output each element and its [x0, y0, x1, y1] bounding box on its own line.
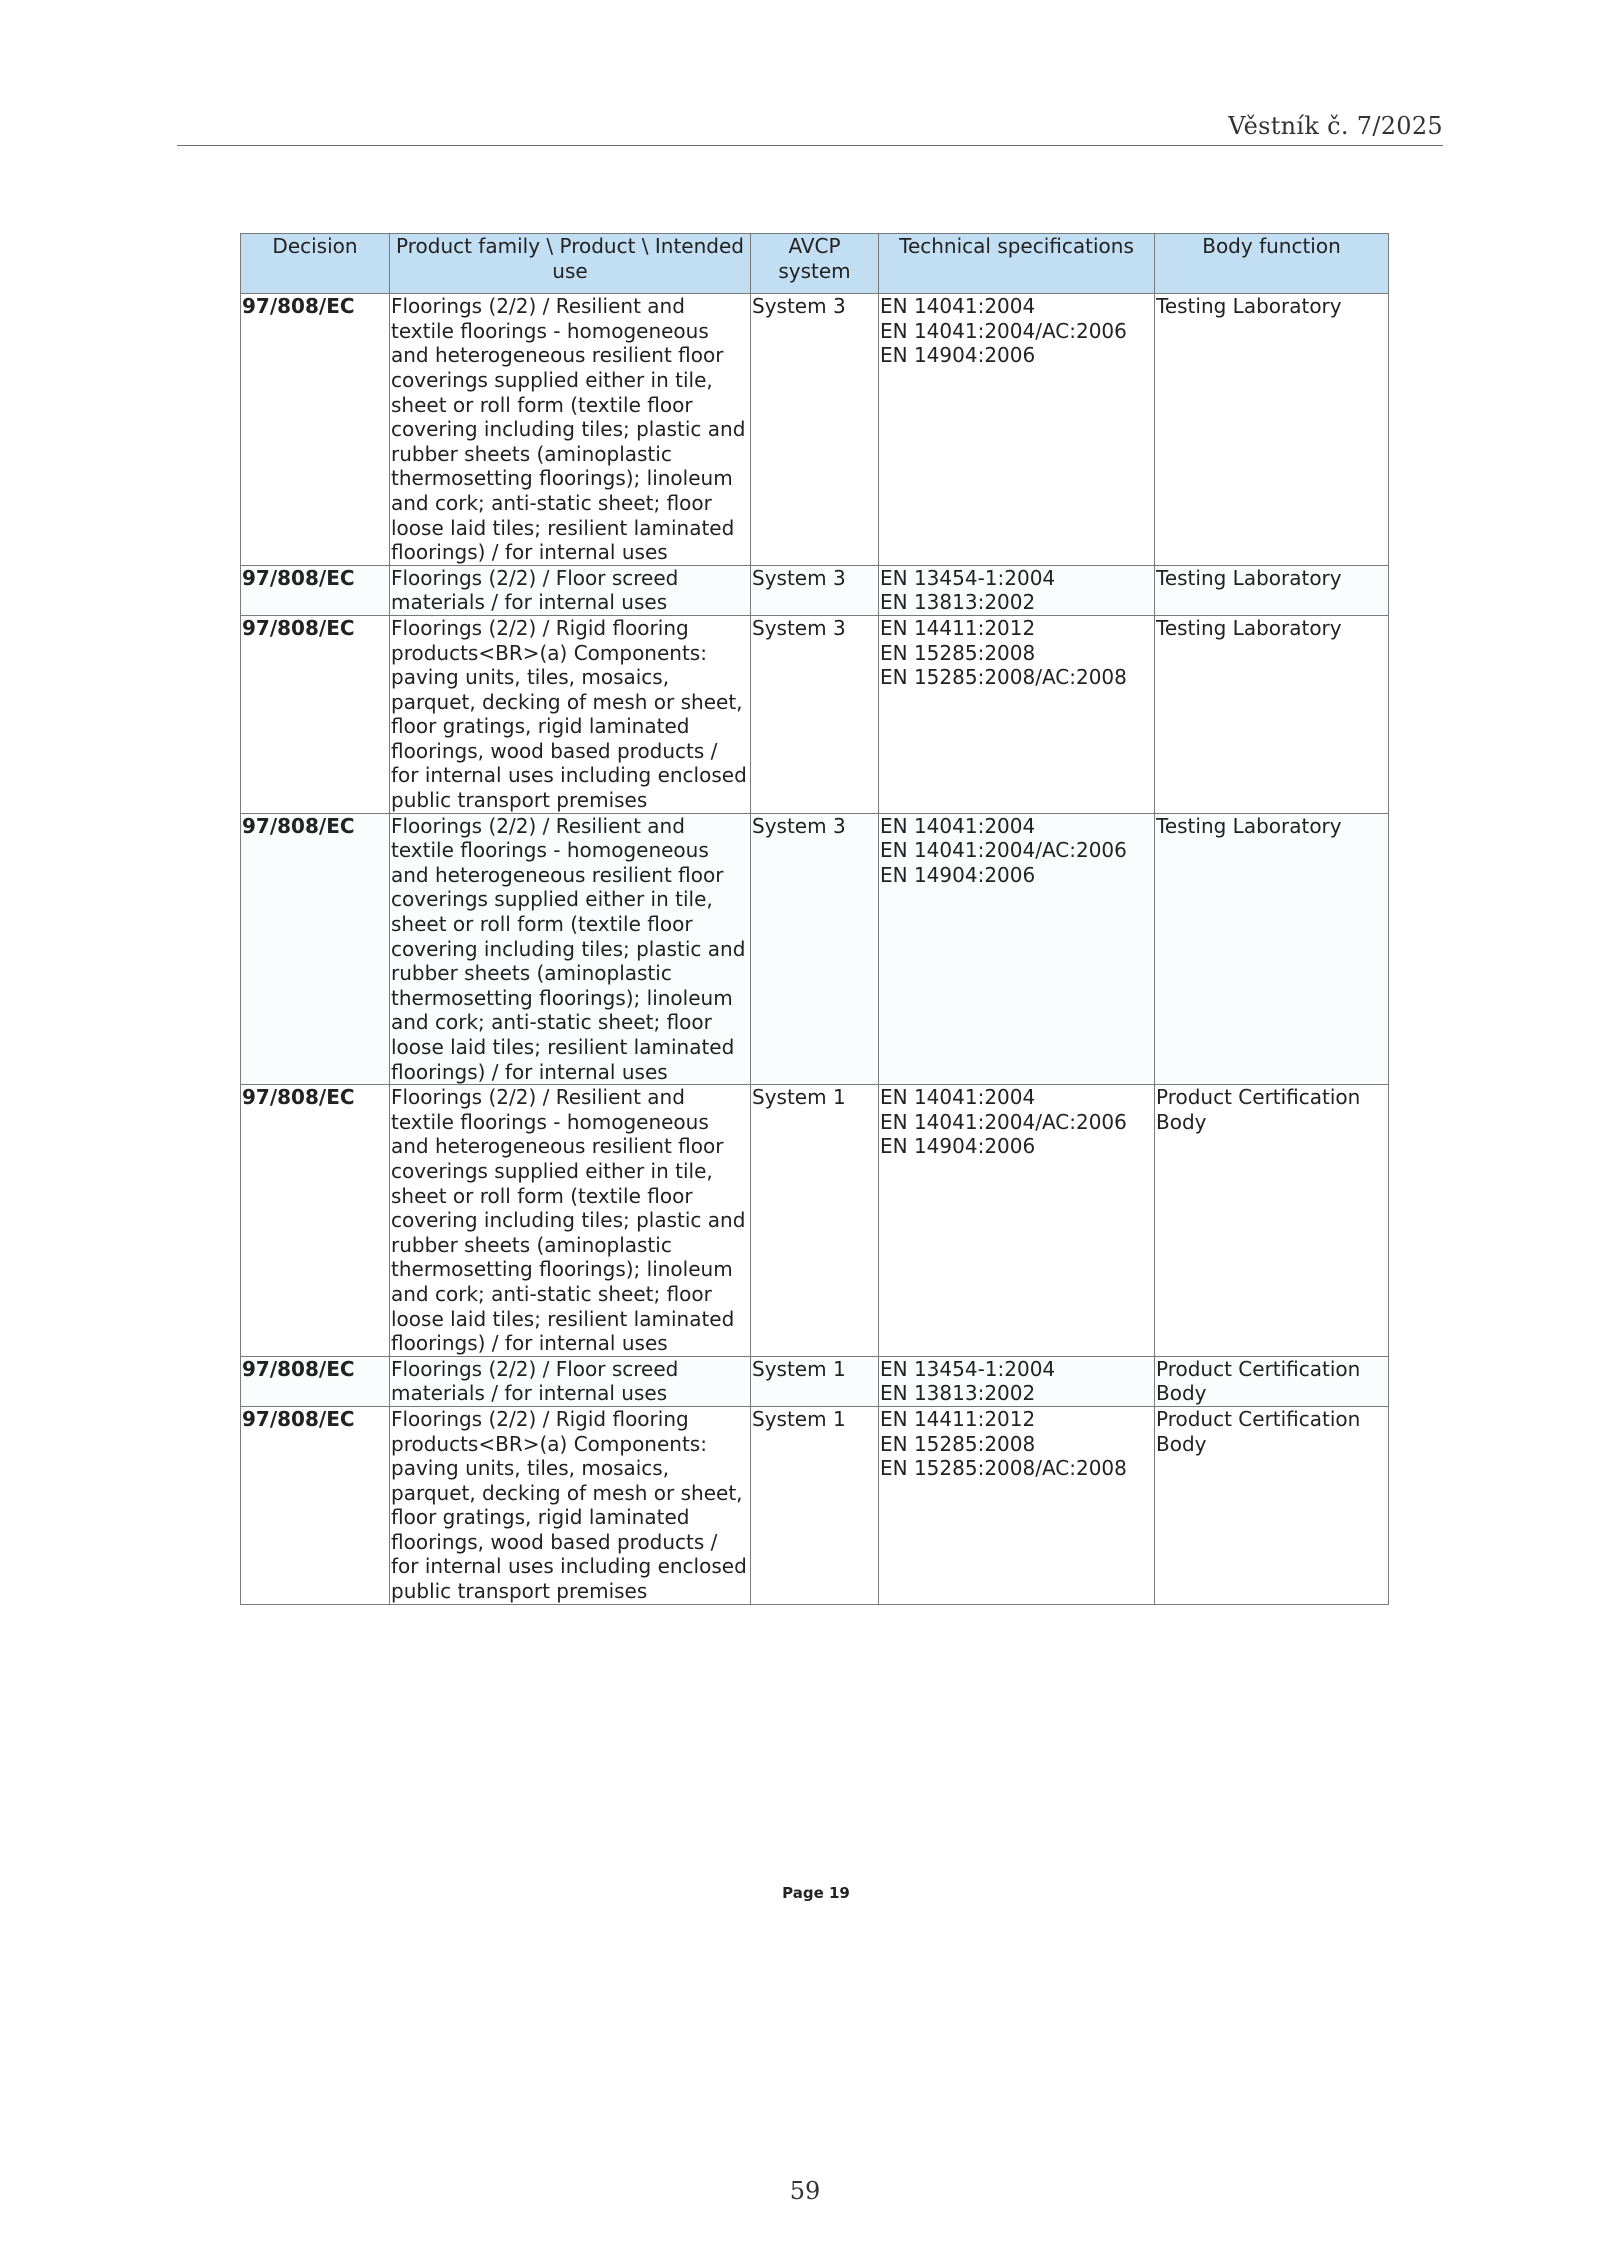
table-row: [241, 1085, 1389, 1357]
product-cell: Floorings (2/2) / Floor screed materials / for internal uses: [390, 1356, 751, 1406]
avcp-cell: System 3: [751, 294, 879, 566]
body-function-cell: Product Certification Body: [1155, 1406, 1389, 1604]
specification-item: EN 14904:2006: [880, 343, 1036, 368]
header-rule: [177, 145, 1443, 146]
specification-item: EN 13454-1:2004: [880, 565, 1056, 590]
specification-item: EN 14904:2006: [880, 862, 1036, 887]
specifications-cell: [879, 615, 1155, 813]
decision-cell: 97/808/EC: [241, 615, 390, 813]
decision-cell: 97/808/EC: [241, 565, 390, 615]
table-row: [241, 813, 1389, 1085]
column-header-decision: Decision: [241, 234, 390, 294]
specification-item: EN 15285:2008: [880, 1431, 1036, 1456]
page-number: 59: [789, 2177, 821, 2205]
specification-item: EN 15285:2008: [880, 640, 1036, 665]
specifications-cell: [879, 565, 1155, 615]
specifications-cell: [879, 813, 1155, 1085]
specification-item: EN 15285:2008/AC:2008: [880, 665, 1127, 690]
specification-item: EN 14041:2004/AC:2006: [880, 1109, 1127, 1134]
specification-item: EN 14041:2004: [880, 294, 1036, 319]
body-function-cell: Product Certification Body: [1155, 1085, 1389, 1357]
body-function-cell: Testing Laboratory: [1155, 813, 1389, 1085]
product-cell: Floorings (2/2) / Resilient and textile floorings - homogeneous and heterogeneous resilient floor coverings supplied either in tile, sheet or roll form (textile floor covering including tiles; plastic and rubber sheets (aminoplastic thermosetting floorings); linoleum and cork; anti-static sheet; floor loose laid tiles; resilient laminated floorings) / for internal uses: [390, 813, 751, 1085]
table-row: [241, 1356, 1389, 1406]
decision-cell: 97/808/EC: [241, 1085, 390, 1357]
avcp-cell: System 1: [751, 1356, 879, 1406]
specification-item: EN 14041:2004: [880, 813, 1036, 838]
specifications-cell: [879, 294, 1155, 566]
decision-cell: 97/808/EC: [241, 294, 390, 566]
body-function-cell: Testing Laboratory: [1155, 565, 1389, 615]
avcp-table: [240, 233, 1389, 1605]
specification-item: EN 13813:2002: [880, 1381, 1036, 1406]
specifications-cell: [879, 1356, 1155, 1406]
specification-item: EN 14041:2004/AC:2006: [880, 838, 1127, 863]
body-function-cell: Product Certification Body: [1155, 1356, 1389, 1406]
specification-item: EN 14041:2004: [880, 1085, 1036, 1110]
body-function-cell: Testing Laboratory: [1155, 294, 1389, 566]
avcp-cell: System 3: [751, 615, 879, 813]
specification-item: EN 13813:2002: [880, 590, 1036, 615]
specification-item: EN 15285:2008/AC:2008: [880, 1456, 1127, 1481]
product-cell: Floorings (2/2) / Rigid flooring products<BR>(a) Components: paving units, tiles, mosaics, parquet, decking of mesh or sheet, floor gratings, rigid laminated floorings, wood based products / for internal uses including enclosed public transport premises: [390, 1406, 751, 1604]
column-header-avcp: AVCP system: [751, 234, 879, 294]
table-row: [241, 294, 1389, 566]
decision-cell: 97/808/EC: [241, 813, 390, 1085]
decision-cell: 97/808/EC: [241, 1356, 390, 1406]
column-header-specifications: Technical specifications: [879, 234, 1155, 294]
table-header-row: [241, 234, 1389, 294]
specification-item: EN 14411:2012: [880, 615, 1036, 640]
specifications-cell: [879, 1406, 1155, 1604]
table-container: [240, 233, 1388, 1605]
decision-cell: 97/808/EC: [241, 1406, 390, 1604]
product-cell: Floorings (2/2) / Resilient and textile floorings - homogeneous and heterogeneous resilient floor coverings supplied either in tile, sheet or roll form (textile floor covering including tiles; plastic and rubber sheets (aminoplastic thermosetting floorings); linoleum and cork; anti-static sheet; floor loose laid tiles; resilient laminated floorings) / for internal uses: [390, 294, 751, 566]
specifications-cell: [879, 1085, 1155, 1357]
product-cell: Floorings (2/2) / Rigid flooring products<BR>(a) Components: paving units, tiles, mosaics, parquet, decking of mesh or sheet, floor gratings, rigid laminated floorings, wood based products / for internal uses including enclosed public transport premises: [390, 615, 751, 813]
table-row: [241, 565, 1389, 615]
avcp-cell: System 1: [751, 1406, 879, 1604]
running-header: Věstník č. 7/2025: [1228, 112, 1443, 140]
specification-item: EN 14904:2006: [880, 1134, 1036, 1159]
table-row: [241, 615, 1389, 813]
specification-item: EN 14041:2004/AC:2006: [880, 318, 1127, 343]
column-header-body-function: Body function: [1155, 234, 1389, 294]
avcp-cell: System 3: [751, 813, 879, 1085]
avcp-cell: System 3: [751, 565, 879, 615]
product-cell: Floorings (2/2) / Floor screed materials / for internal uses: [390, 565, 751, 615]
table-row: [241, 1406, 1389, 1604]
specification-item: EN 13454-1:2004: [880, 1356, 1056, 1381]
page-label: Page 19: [782, 1884, 850, 1902]
column-header-product: Product family \ Product \ Intended use: [390, 234, 751, 294]
avcp-cell: System 1: [751, 1085, 879, 1357]
specification-item: EN 14411:2012: [880, 1406, 1036, 1431]
body-function-cell: Testing Laboratory: [1155, 615, 1389, 813]
product-cell: Floorings (2/2) / Resilient and textile floorings - homogeneous and heterogeneous resilient floor coverings supplied either in tile, sheet or roll form (textile floor covering including tiles; plastic and rubber sheets (aminoplastic thermosetting floorings); linoleum and cork; anti-static sheet; floor loose laid tiles; resilient laminated floorings) / for internal uses: [390, 1085, 751, 1357]
